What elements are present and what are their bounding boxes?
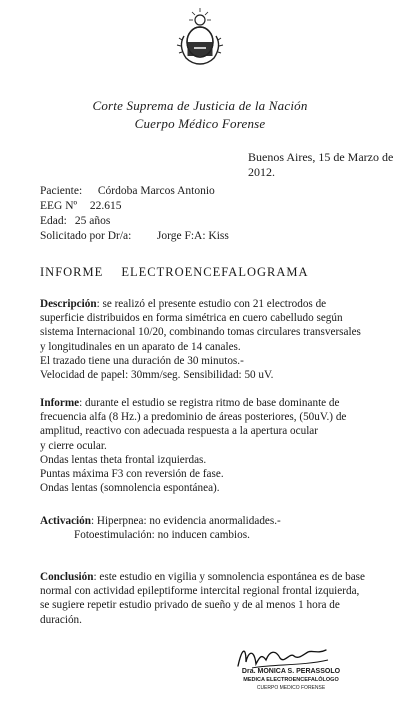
patient-name-value: Córdoba Marcos Antonio (97, 185, 215, 197)
report-line: y cierre ocular. (40, 439, 107, 452)
conclusion-line: : este estudio en vigilia y somnolencia espontánea es de base (93, 571, 365, 583)
report-section (40, 396, 372, 495)
patient-name-label: Paciente: (40, 185, 83, 197)
age-label: Edad: (40, 215, 67, 227)
age-value: 25 años (74, 215, 111, 227)
description-line: sistema Internacional 10/20, combinando tomas circulares transversales (40, 326, 361, 339)
patient-name-line (40, 185, 215, 197)
requested-by-label: Solicitado por Dr/a: (40, 230, 132, 242)
description-line: y longitudinales en un aparato de 14 canales. (40, 340, 241, 353)
description-line: Velocidad de papel: 30mm/seg. Sensibilidad: 50 uV. (40, 369, 274, 382)
requested-by-value: Jorge F:A: Kiss (156, 230, 229, 242)
age-line (40, 215, 110, 227)
activation-section (40, 514, 372, 542)
report-line: Ondas lentas (somnolencia espontánea). (40, 482, 220, 495)
eeg-number-label: EEG Nº (40, 200, 78, 212)
report-title (40, 265, 323, 280)
institution-department: Cuerpo Médico Forense (134, 116, 266, 131)
description-line: El trazado tiene una duración de 30 minutos.- (40, 354, 244, 367)
signer-title: MEDICA ELECTROENCEFALÓLOGO (243, 677, 339, 683)
eeg-number-line (40, 200, 122, 212)
signer-name: Dra. MONICA S. PERASSOLO (241, 668, 341, 675)
report-line: frecuencia alfa (8 Hz.) a predominio de áreas posteriores, (50uV.) de (40, 411, 347, 424)
report-title-word1: INFORME (40, 265, 104, 279)
signer-organization: CUERPO MEDICO FORENSE (256, 685, 326, 691)
activation-line: Fotoestimulación: no inducen cambios. (74, 529, 250, 542)
institution-name: Corte Suprema de Justicia de la Nación (92, 98, 308, 113)
report-line: amplitud, reactivo con adecuada respuesta a la apertura ocular (40, 425, 318, 438)
coat-of-arms-icon (172, 6, 228, 68)
report-line: : durante el estudio se registra ritmo de base dominante de (79, 397, 340, 409)
activation-label: Activación (40, 515, 91, 527)
conclusion-line: duración. (40, 613, 82, 626)
signature-stamp (226, 668, 356, 692)
report-line: Puntas máxima F3 con reversión de fase. (40, 468, 224, 481)
description-section (40, 297, 372, 382)
conclusion-line: normal con actividad epileptiforme intercital regional frontal izquierda, (40, 585, 360, 598)
eeg-number-value: 22.615 (89, 200, 122, 212)
conclusion-label: Conclusión (40, 571, 94, 583)
conclusion-line: se sugiere repetir estudio privado de sueño y de al menos 1 hora de (40, 599, 340, 612)
report-title-word2: ELECTROENCEFALOGRAMA (121, 265, 309, 279)
activation-line: : Hiperpnea: no evidencia anormalidades.- (90, 515, 281, 527)
requested-by-line (40, 230, 229, 242)
report-date: Buenos Aires, 15 de Marzo de 2012. (248, 150, 394, 179)
report-label: Informe (40, 397, 80, 409)
report-line: Ondas lentas theta frontal izquierdas. (40, 453, 207, 466)
description-label: Descripción (40, 298, 97, 310)
description-line: superficie distribuidos en forma simétrica en cuero cabelludo según (40, 312, 343, 325)
conclusion-section (40, 570, 372, 627)
description-line: : se realizó el presente estudio con 21 electrodos de (96, 298, 327, 310)
